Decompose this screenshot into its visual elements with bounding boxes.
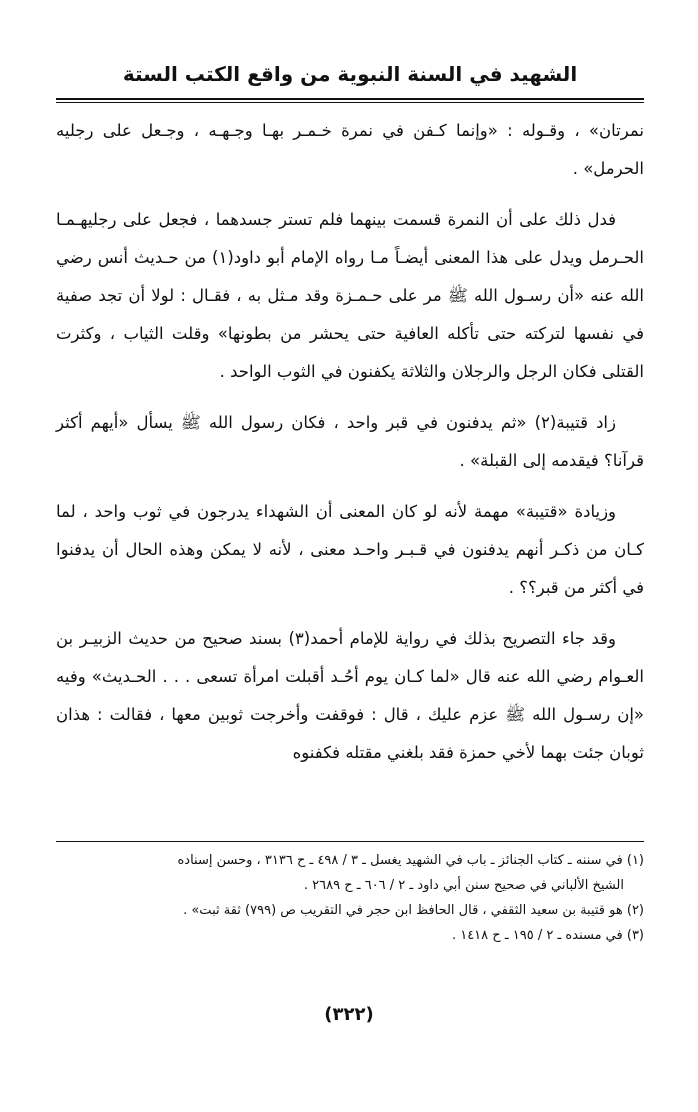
footnote-2: (٢) هو قتيبة بن سعيد الثقفي ، قال الحافظ ابن حجر في التقريب ص (٧٩٩) ثقة ثبت» .: [183, 903, 644, 918]
paragraph-3: زاد قتيبة(٢) «ثم يدفنون في قبر واحد ، فكان رسول الله ﷺ يسأل «أيهم أكثر قرآنا؟ فيقدمه إلى القبلة» .: [56, 413, 644, 470]
header-rule: [56, 98, 644, 103]
footnote-rule: [56, 841, 644, 842]
main-text: [56, 112, 644, 785]
footnote-1-continued: الشيخ الألباني في صحيح سنن أبي داود ـ ٢ / ٦٠٦ ـ ح ٢٦٨٩ .: [303, 878, 624, 893]
page-number: (٣٢٢): [324, 1004, 374, 1025]
paragraph-2: فدل ذلك على أن النمرة قسمت بينهما فلم تستر جسدهما ، فجعل على رجليهـمـا الحـرمل ويدل على هذا المعنى أيضـاً مـا رواه الإمام أبو داود(١) من حـديث أنس رضي الله عنه «أن رسـول الله ﷺ مر على حـمـزة وقد مـثل به ، فقـال : لولا أن تجد صفية في نفسها لتركته حتى تأكله العافية حتى يحشر من بطونها» وقلت الثياب ، وكثرت القتلى فكان الرجل والرجلان والثلاثة يكفنون في الثوب الواحد .: [56, 210, 644, 381]
running-header: الشهيد في السنة النبوية من واقع الكتب الستة: [122, 62, 578, 86]
footnote-1: (١) في سننه ـ كتاب الجنائز ـ باب في الشهيد يغسل ـ ٣ / ٤٩٨ ـ ح ٣١٣٦ ، وحسن إسناده: [177, 853, 644, 868]
paragraph-1: نمرتان» ، وقـوله : «وإنما كـفن في نمرة خـمـر بهـا وجـهـه ، وجـعل على رجليه الحرمل» .: [56, 121, 644, 178]
footnotes: [56, 848, 644, 948]
footnote-3: (٣) في مسنده ـ ٢ / ١٩٥ ـ ح ١٤١٨ .: [451, 928, 644, 943]
paragraph-4: وزيادة «قتيبة» مهمة لأنه لو كان المعنى أن الشهداء يدرجون في ثوب واحد ، لما كـان من ذكـر أنهم يدفنون في قـبـر واحـد معنى ، لأنه لا يمكن وهذه الحال أن يدفنوا في أكثر من قبر؟؟ .: [56, 502, 644, 597]
paragraph-5: وقد جاء التصريح بذلك في رواية للإمام أحمد(٣) بسند صحيح من حديث الزبيـر بن العـوام رضي الله عنه قال «لما كـان يوم أحُـد أقبلت امرأة تسعى . . . الحـديث» وفيه «إن رسـول الله ﷺ عزم عليك ، قال : فوقفت وأخرجت ثوبين معها ، فقالت : هذان ثوبان جئت بهما لأخي حمزة فقد بلغني مقتله فكفنوه: [56, 629, 644, 762]
